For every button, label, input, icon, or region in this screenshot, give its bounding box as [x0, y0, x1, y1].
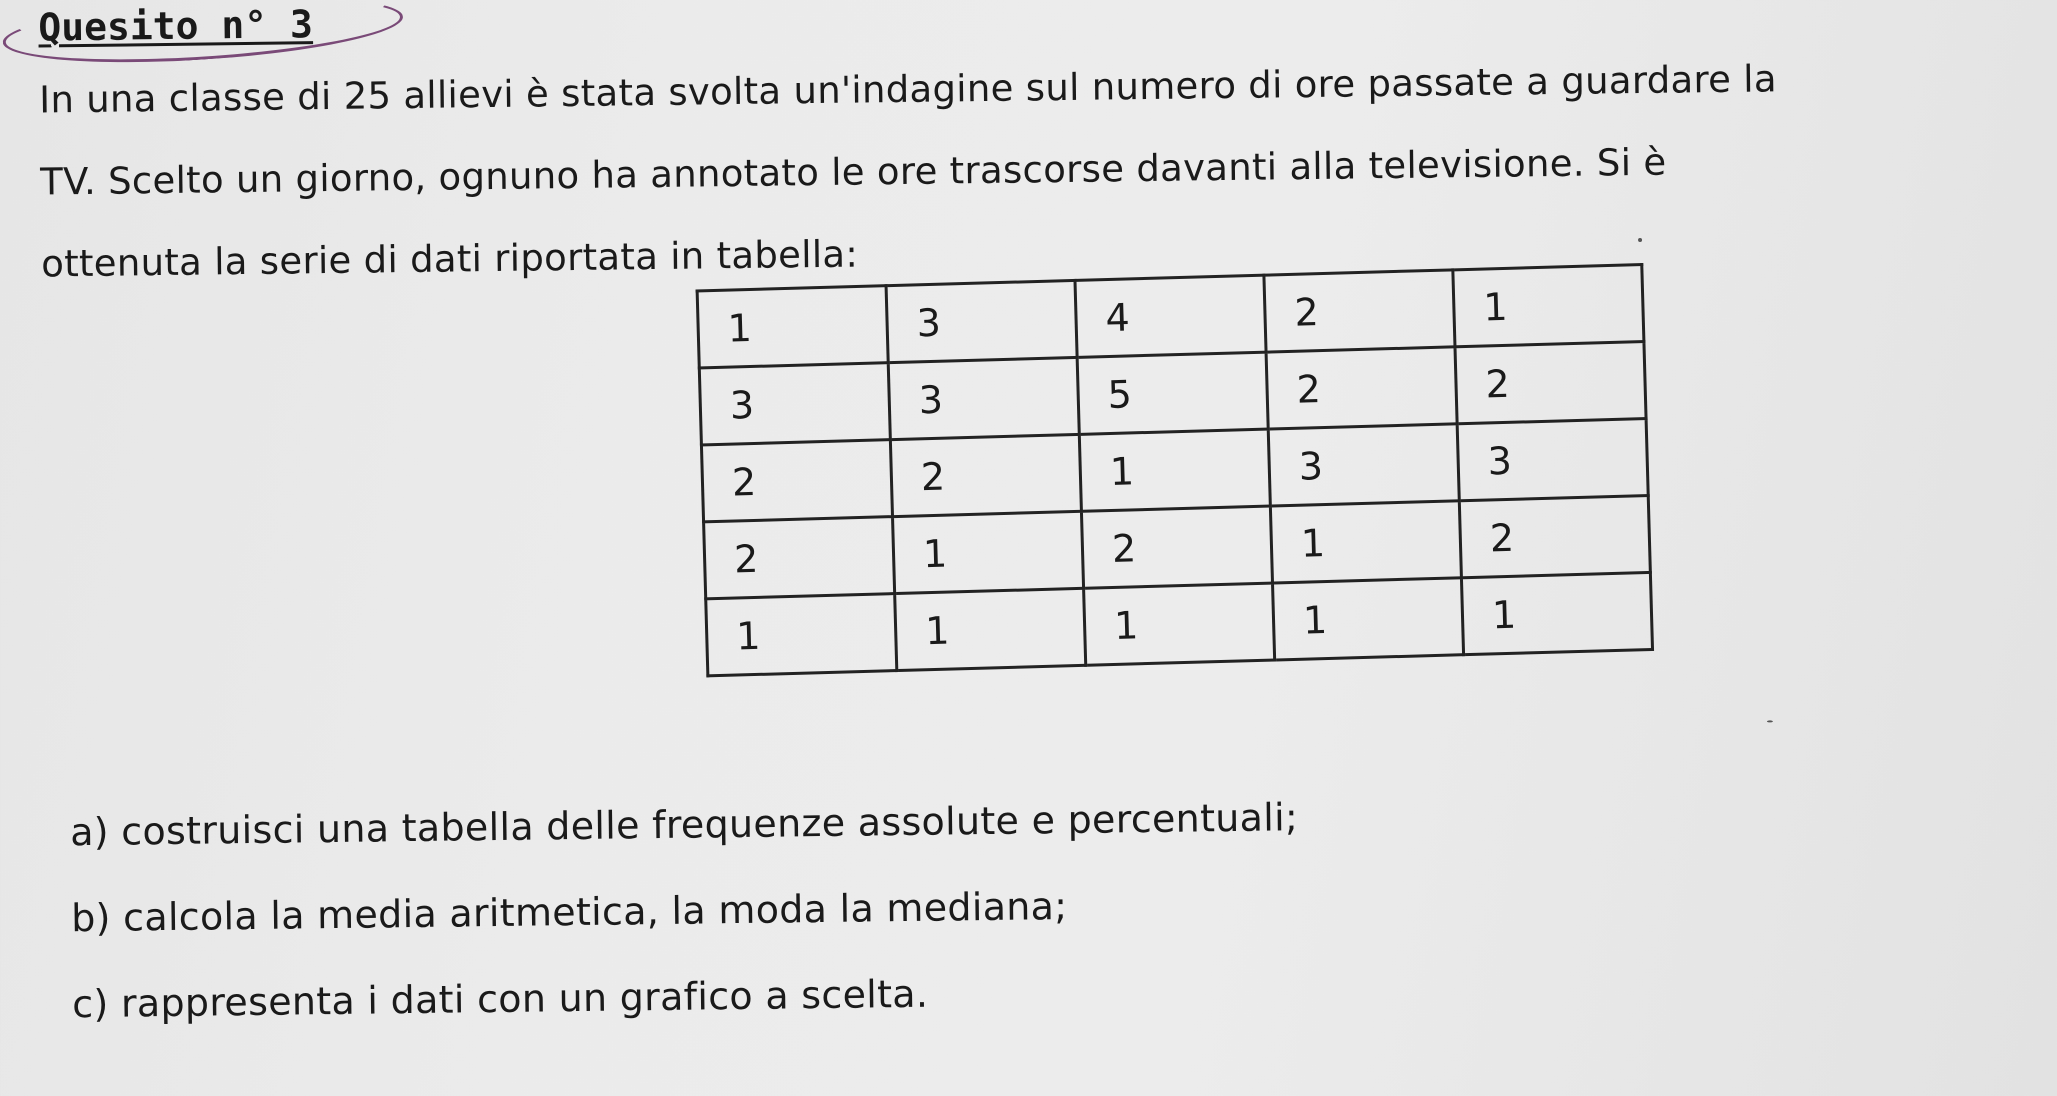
table-cell: 5 — [1077, 352, 1268, 434]
question-b: b) calcola la media aritmetica, la moda la mediana; — [70, 884, 1068, 941]
table-cell: 2 — [1455, 342, 1646, 424]
table-cell: 2 — [1264, 270, 1455, 352]
table-cell: 3 — [699, 363, 890, 445]
table-cell: 1 — [706, 594, 897, 676]
paper-speck — [1767, 720, 1773, 722]
table-cell: 2 — [701, 440, 892, 522]
statement-line-3: ottenuta la serie di dati riportata in tabella: — [40, 232, 859, 286]
statement-line-2: TV. Scelto un giorno, ognuno ha annotato le ore trascorse davanti alla televisione. Si è — [39, 140, 1667, 204]
statement-line-1: In una classe di 25 allievi è stata svolta un'indagine sul numero di ore passate a guardare la — [38, 57, 1778, 122]
table-cell: 3 — [1268, 424, 1459, 506]
table-cell: 3 — [1457, 419, 1648, 501]
table-cell: 1 — [893, 511, 1084, 593]
table-cell: 1 — [1084, 583, 1275, 665]
table-cell: 1 — [1453, 265, 1644, 347]
question-c: c) rappresenta i dati con un grafico a scelta. — [72, 971, 929, 1027]
problem-statement — [39, 35, 2022, 305]
table-cell: 2 — [890, 434, 1081, 516]
table-cell: 1 — [1461, 572, 1652, 654]
paper-speck — [1638, 238, 1642, 242]
table-cell: 2 — [704, 517, 895, 599]
table-cell: 1 — [697, 286, 888, 368]
table-cell: 3 — [888, 357, 1079, 439]
question-a: a) costruisci una tabella delle frequenze assolute e percentuali; — [69, 795, 1299, 855]
table-cell: 1 — [1079, 429, 1270, 511]
table-cell: 1 — [1273, 578, 1464, 660]
table-cell: 2 — [1081, 506, 1272, 588]
exercise-title: Quesito n° 3 — [38, 2, 314, 50]
table-cell: 1 — [895, 588, 1086, 670]
table-cell: 4 — [1075, 275, 1266, 357]
table-cell: 1 — [1270, 501, 1461, 583]
data-table — [696, 263, 1654, 677]
table-cell: 2 — [1459, 496, 1650, 578]
table-cell: 2 — [1266, 347, 1457, 429]
table-cell: 3 — [886, 280, 1077, 362]
question-list — [70, 774, 1301, 1047]
